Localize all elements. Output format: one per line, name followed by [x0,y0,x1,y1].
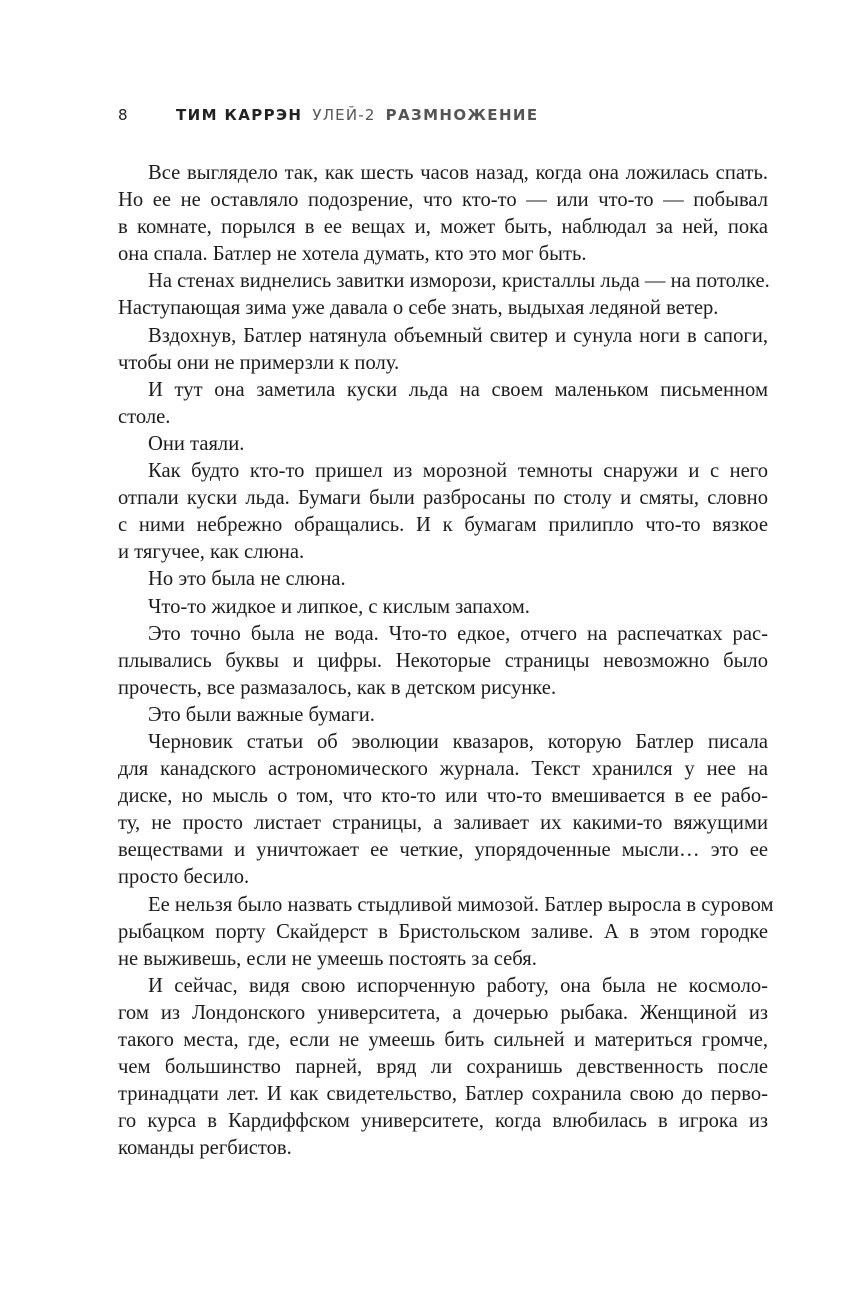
text-line: веществами и уничтожает ее четкие, упорядоченные мысли… это ее [118,839,768,862]
text-line: для канадского астрономического журнала. Текст хранился у нее на [118,758,768,781]
text-line: команды регбистов. [118,1137,292,1160]
text-line: И тут она заметила куски льда на своем маленьком письменном [148,378,768,401]
text-line: в комнате, порылся в ее вещах и, может быть, наблюдал за ней, пока [118,216,768,239]
text-line: и тягучее, как слюна. [118,541,305,564]
body-text [118,160,774,1162]
book-author: ТИМ КАРРЭН [176,106,303,124]
text-line: тринадцати лет. И как свидетельство, Батлер сохранила свою до перво- [118,1083,768,1106]
text-line: Но ее не оставляло подозрение, что кто-то — или что-то — побывал [118,189,768,212]
text-line: Все выглядело так, как шесть часов назад, когда она ложилась спать. [148,162,768,184]
book-title: РАЗМНОЖЕНИЕ [385,106,539,124]
text-line: Что-то жидкое и липкое, с кислым запахом. [148,595,530,618]
text-line: На стенах виднелись завитки изморози, кристаллы льда — на потолке. [148,270,770,293]
text-line: прочесть, все размазалось, как в детском рисунке. [118,676,557,699]
text-line: отпали куски льда. Бумаги были разбросаны по столу и смяты, словно [118,487,768,510]
text-line: такого места, где, если не умеешь бить сильней и материться громче, [118,1029,768,1051]
text-line: чем большинство парней, вряд ли сохранишь девственность после [118,1056,768,1079]
page-number: 8 [118,106,128,124]
text-line: ту, не просто листает страницы, а заливает их какими-то вяжущими [118,812,768,835]
text-line: Они таяли. [148,432,245,455]
text-line: плывались буквы и цифры. Некоторые страницы невозможно было [118,649,768,672]
text-line: столе. [118,405,171,428]
text-line: Но это была не слюна. [148,568,346,591]
text-line: чтобы они не примерзли к полу. [118,351,400,374]
text-line: рыбацком порту Скайдерст в Бристольском заливе. А в этом городке [118,920,768,943]
text-line: Наступающая зима уже давала о себе знать, выдыхая ледяной ветер. [118,297,719,320]
text-line: Ее нельзя было назвать стыдливой мимозой. Батлер выросла в суровом [148,893,774,916]
text-line: Вздохнув, Батлер натянула объемный свитер и сунула ноги в сапоги, [148,324,768,347]
text-line: Это точно была не вода. Что-то едкое, отчего на распечатках рас- [148,622,768,645]
text-line: не выживешь, если не умеешь постоять за себя. [118,947,537,970]
text-line: с ними небрежно обращались. И к бумагам прилипло что-то вязкое [118,514,768,537]
text-line: Это были важные бумаги. [148,703,375,726]
text-line: гом из Лондонского университета, а дочерью рыбака. Женщиной из [118,1001,768,1024]
text-line: она спала. Батлер не хотела думать, кто это мог быть. [118,243,587,266]
text-line: Как будто кто-то пришел из морозной темноты снаружи и с него [148,460,768,483]
text-line: И сейчас, видя свою испорченную работу, она была не космоло- [148,974,768,997]
text-line: го курса в Кардиффском университете, когда влюбилась в игрока из [118,1110,768,1133]
book-series: УЛЕЙ-2 [312,106,376,124]
text-line: просто бесило. [118,866,250,889]
text-line: Черновик статьи об эволюции квазаров, которую Батлер писала [148,730,768,753]
running-header [118,106,539,124]
text-line: диске, но мысль о том, что кто-то или что-то вмешивается в ее рабо- [118,785,768,808]
